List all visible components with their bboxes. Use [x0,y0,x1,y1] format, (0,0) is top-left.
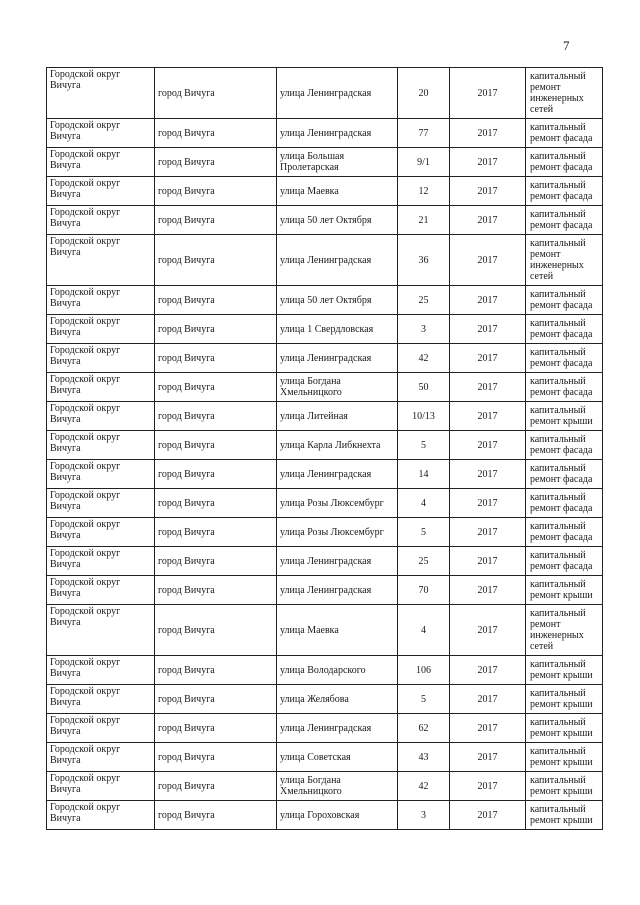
work-type-cell: капитальный ремонт крыши [526,656,603,685]
year-cell: 2017 [450,547,526,576]
city-cell: город Вичуга [155,286,277,315]
year-cell: 2017 [450,801,526,830]
year-cell: 2017 [450,743,526,772]
district-cell: Городской округ Вичуга [47,605,155,656]
table-row [47,206,603,235]
house-number-cell: 4 [398,605,450,656]
year-cell: 2017 [450,286,526,315]
district-cell: Городской округ Вичуга [47,801,155,830]
city-cell: город Вичуга [155,656,277,685]
house-number-cell: 50 [398,373,450,402]
year-cell: 2017 [450,431,526,460]
work-type-cell: капитальный ремонт инженерных сетей [526,68,603,119]
district-cell: Городской округ Вичуга [47,315,155,344]
table-row [47,177,603,206]
work-type-cell: капитальный ремонт крыши [526,685,603,714]
work-type-cell: капитальный ремонт фасада [526,286,603,315]
house-number-cell: 43 [398,743,450,772]
table-row [47,286,603,315]
street-cell: улица 1 Свердловская [277,315,398,344]
table-row [47,685,603,714]
city-cell: город Вичуга [155,605,277,656]
year-cell: 2017 [450,402,526,431]
house-number-cell: 5 [398,431,450,460]
city-cell: город Вичуга [155,206,277,235]
work-type-cell: капитальный ремонт фасада [526,177,603,206]
table-row [47,344,603,373]
work-type-cell: капитальный ремонт крыши [526,743,603,772]
year-cell: 2017 [450,489,526,518]
city-cell: город Вичуга [155,119,277,148]
year-cell: 2017 [450,206,526,235]
year-cell: 2017 [450,373,526,402]
table-row [47,518,603,547]
house-number-cell: 36 [398,235,450,286]
street-cell: улица Розы Люксембург [277,518,398,547]
street-cell: улица Ленинградская [277,576,398,605]
house-number-cell: 20 [398,68,450,119]
work-type-cell: капитальный ремонт фасада [526,315,603,344]
table-row [47,460,603,489]
year-cell: 2017 [450,235,526,286]
street-cell: улица Ленинградская [277,547,398,576]
street-cell: улица Большая Пролетарская [277,148,398,177]
work-type-cell: капитальный ремонт фасада [526,431,603,460]
city-cell: город Вичуга [155,772,277,801]
street-cell: улица Володарского [277,656,398,685]
street-cell: улица Гороховская [277,801,398,830]
house-number-cell: 70 [398,576,450,605]
year-cell: 2017 [450,148,526,177]
work-type-cell: капитальный ремонт крыши [526,714,603,743]
house-number-cell: 106 [398,656,450,685]
work-type-cell: капитальный ремонт инженерных сетей [526,605,603,656]
house-number-cell: 3 [398,801,450,830]
year-cell: 2017 [450,656,526,685]
street-cell: улица 50 лет Октября [277,286,398,315]
street-cell: улица Советская [277,743,398,772]
year-cell: 2017 [450,460,526,489]
district-cell: Городской округ Вичуга [47,206,155,235]
house-number-cell: 14 [398,460,450,489]
work-type-cell: капитальный ремонт крыши [526,576,603,605]
work-type-cell: капитальный ремонт фасада [526,547,603,576]
table-row [47,119,603,148]
street-cell: улица 50 лет Октября [277,206,398,235]
street-cell: улица Маевка [277,605,398,656]
district-cell: Городской округ Вичуга [47,148,155,177]
year-cell: 2017 [450,772,526,801]
year-cell: 2017 [450,344,526,373]
district-cell: Городской округ Вичуга [47,177,155,206]
house-number-cell: 5 [398,685,450,714]
table-row [47,801,603,830]
street-cell: улица Желябова [277,685,398,714]
work-type-cell: капитальный ремонт фасада [526,148,603,177]
repair-schedule-table [46,67,603,830]
house-number-cell: 77 [398,119,450,148]
street-cell: улица Маевка [277,177,398,206]
city-cell: город Вичуга [155,801,277,830]
table-row [47,656,603,685]
district-cell: Городской округ Вичуга [47,402,155,431]
city-cell: город Вичуга [155,235,277,286]
street-cell: улица Карла Либкнехта [277,431,398,460]
city-cell: город Вичуга [155,489,277,518]
work-type-cell: капитальный ремонт фасада [526,460,603,489]
city-cell: город Вичуга [155,743,277,772]
street-cell: улица Ленинградская [277,460,398,489]
house-number-cell: 42 [398,772,450,801]
district-cell: Городской округ Вичуга [47,373,155,402]
district-cell: Городской округ Вичуга [47,656,155,685]
district-cell: Городской округ Вичуга [47,235,155,286]
district-cell: Городской округ Вичуга [47,431,155,460]
table-body [47,68,603,830]
city-cell: город Вичуга [155,177,277,206]
work-type-cell: капитальный ремонт фасада [526,373,603,402]
street-cell: улица Розы Люксембург [277,489,398,518]
city-cell: город Вичуга [155,315,277,344]
district-cell: Городской округ Вичуга [47,685,155,714]
table-row [47,489,603,518]
house-number-cell: 25 [398,547,450,576]
work-type-cell: капитальный ремонт фасада [526,489,603,518]
district-cell: Городской округ Вичуга [47,518,155,547]
year-cell: 2017 [450,177,526,206]
district-cell: Городской округ Вичуга [47,68,155,119]
work-type-cell: капитальный ремонт фасада [526,119,603,148]
house-number-cell: 12 [398,177,450,206]
house-number-cell: 5 [398,518,450,547]
work-type-cell: капитальный ремонт фасада [526,344,603,373]
district-cell: Городской округ Вичуга [47,714,155,743]
city-cell: город Вичуга [155,344,277,373]
street-cell: улица Ленинградская [277,68,398,119]
year-cell: 2017 [450,119,526,148]
table-row [47,68,603,119]
house-number-cell: 25 [398,286,450,315]
district-cell: Городской округ Вичуга [47,772,155,801]
table-row [47,743,603,772]
house-number-cell: 42 [398,344,450,373]
table-row [47,605,603,656]
work-type-cell: капитальный ремонт фасада [526,206,603,235]
table-row [47,402,603,431]
year-cell: 2017 [450,605,526,656]
page-number: 7 [563,38,570,53]
house-number-cell: 21 [398,206,450,235]
street-cell: улица Богдана Хмельницкого [277,772,398,801]
year-cell: 2017 [450,576,526,605]
city-cell: город Вичуга [155,685,277,714]
year-cell: 2017 [450,68,526,119]
house-number-cell: 4 [398,489,450,518]
table-row [47,547,603,576]
work-type-cell: капитальный ремонт крыши [526,772,603,801]
district-cell: Городской округ Вичуга [47,119,155,148]
city-cell: город Вичуга [155,148,277,177]
table-row [47,235,603,286]
street-cell: улица Ленинградская [277,344,398,373]
table-row [47,315,603,344]
city-cell: город Вичуга [155,402,277,431]
work-type-cell: капитальный ремонт крыши [526,402,603,431]
street-cell: улица Ленинградская [277,119,398,148]
city-cell: город Вичуга [155,431,277,460]
house-number-cell: 3 [398,315,450,344]
street-cell: улица Богдана Хмельницкого [277,373,398,402]
city-cell: город Вичуга [155,576,277,605]
street-cell: улица Литейная [277,402,398,431]
table-row [47,373,603,402]
city-cell: город Вичуга [155,547,277,576]
city-cell: город Вичуга [155,518,277,547]
city-cell: город Вичуга [155,68,277,119]
street-cell: улица Ленинградская [277,235,398,286]
work-type-cell: капитальный ремонт инженерных сетей [526,235,603,286]
street-cell: улица Ленинградская [277,714,398,743]
year-cell: 2017 [450,518,526,547]
year-cell: 2017 [450,714,526,743]
district-cell: Городской округ Вичуга [47,743,155,772]
house-number-cell: 62 [398,714,450,743]
table-row [47,772,603,801]
district-cell: Городской округ Вичуга [47,344,155,373]
table-row [47,431,603,460]
house-number-cell: 9/1 [398,148,450,177]
year-cell: 2017 [450,685,526,714]
district-cell: Городской округ Вичуга [47,460,155,489]
table-row [47,148,603,177]
district-cell: Городской округ Вичуга [47,547,155,576]
district-cell: Городской округ Вичуга [47,489,155,518]
year-cell: 2017 [450,315,526,344]
district-cell: Городской округ Вичуга [47,576,155,605]
work-type-cell: капитальный ремонт фасада [526,518,603,547]
district-cell: Городской округ Вичуга [47,286,155,315]
table-row [47,714,603,743]
city-cell: город Вичуга [155,714,277,743]
city-cell: город Вичуга [155,460,277,489]
table-row [47,576,603,605]
house-number-cell: 10/13 [398,402,450,431]
work-type-cell: капитальный ремонт крыши [526,801,603,830]
city-cell: город Вичуга [155,373,277,402]
